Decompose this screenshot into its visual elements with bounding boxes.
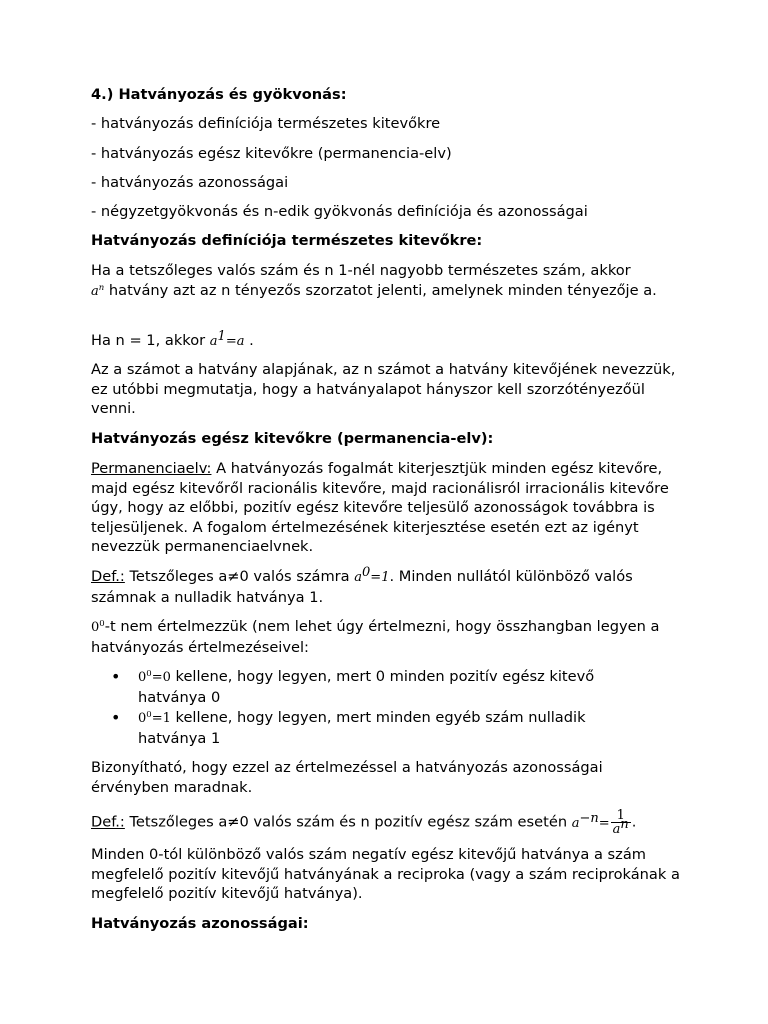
text-run: A hatványozás fogalmát kiterjesztjük minden egész kitevőre, majd egész kitevőről racionális kitevőre, majd racionálisról irracionális kitevőre úgy, hogy az előbbi, pozitív egész kitevőre teljesülő azonosságok továbbra is teljesüljenek. A fogalom értelmezésének kiterjesztése esetén ezt az igényt nevezzük permanenciaelvnek. [91, 460, 669, 555]
paragraph-provable: Bizonyítható, hogy ezzel az értelmezéssel a hatványozás azonosságai érvényben maradnak. [91, 759, 603, 796]
math-rest: =1 [151, 711, 171, 726]
permanence-label: Permanenciaelv: [91, 460, 212, 477]
paragraph-negative-exponent: Minden 0-tól különböző valós szám negatív egész kitevőjű hatványa a szám megfelelő pozitív kitevőjű hatványának a reciproka (vagy a szám reciprokának a megfelelő pozitív kitevőjű hatványa). [91, 846, 680, 902]
text-run: Tetszőleges a≠0 valós számra [124, 568, 355, 585]
text-run: Ha a tetszőleges valós szám és n 1-nél nagyobb természetes szám, akkor [91, 262, 631, 279]
text-run: Ha n = 1, akkor [91, 332, 210, 349]
math-equals: = [598, 815, 610, 831]
bullet-icon: • [111, 708, 121, 727]
def-label: Def.: [91, 568, 125, 585]
text-run: kellene, hogy legyen, mert 0 minden pozitív egész kitevő hatványa 0 [138, 668, 595, 706]
text-run: hatvány azt az n tényezős szorzatot jelenti, amelynek minden tényezője a. [104, 281, 657, 299]
math-base: a [571, 815, 580, 831]
math-power [354, 565, 390, 585]
section-title: 4.) Hatványozás és gyökvonás: [91, 86, 347, 103]
math-rest: =a [225, 334, 245, 349]
text-run: -t nem értelmezzük (nem lehet úgy értelmezni, hogy összhangban legyen a hatványozás értelmezéseivel: [91, 618, 660, 656]
math-exponent: 0 [146, 669, 152, 679]
bullet-list [91, 667, 651, 749]
math-exponent: 1 [217, 329, 226, 344]
math-power [91, 620, 105, 635]
math-fraction [611, 809, 631, 836]
math-base: 0 [138, 711, 147, 726]
text-run: . Minden nullától különböző valós számnak a nulladik hatványa 1. [91, 568, 633, 606]
fraction-numerator: 1 [611, 809, 631, 823]
text-run: . [244, 332, 254, 349]
math-base: 0 [138, 670, 147, 685]
def-label: Def.: [91, 813, 125, 831]
heading-natural-exponent: Hatványozás definíciója természetes kitevőkre: [91, 232, 483, 249]
paragraph-zero-to-zero [91, 617, 681, 657]
topic-item: - hatványozás egész kitevőkre (permanencia-elv) [91, 145, 452, 162]
topic-item: - hatványozás definíciója természetes kitevőkre [91, 115, 441, 132]
math-exponent: n [620, 817, 629, 832]
math-base: a [612, 822, 621, 837]
paragraph-definition [91, 261, 681, 301]
math-power [138, 670, 171, 685]
paragraph-n-equals-one [91, 331, 681, 352]
math-base: a [354, 570, 363, 585]
math-exponent: 0 [362, 565, 371, 580]
topic-item: - négyzetgyökvonás és n-edik gyökvonás definíciója és azonosságai [91, 203, 588, 220]
text-run: Tetszőleges a≠0 valós szám és n pozitív egész szám esetén [124, 813, 572, 831]
heading-integer-exponent: Hatványozás egész kitevőkre (permanencia-elv): [91, 430, 494, 447]
math-exponent: 0 [146, 710, 152, 720]
text-run: . [631, 813, 637, 831]
paragraph-def-negative-exponent [91, 809, 681, 836]
topic-item: - hatványozás azonosságai [91, 174, 289, 191]
heading-identities: Hatványozás azonosságai: [91, 915, 309, 932]
math-exponent: 0 [99, 619, 105, 629]
math-power [571, 810, 610, 831]
math-base: a [209, 334, 218, 349]
math-rest: =0 [151, 670, 171, 685]
text-run: kellene, hogy legyen, mert minden egyéb szám nulladik hatványa 1 [138, 709, 586, 747]
math-power [209, 329, 245, 349]
list-item [91, 667, 651, 708]
bullet-icon: • [111, 667, 121, 686]
math-base: a [91, 283, 99, 299]
paragraph-base-exponent: Az a számot a hatvány alapjának, az n számot a hatvány kitevőjének nevezzük, ez utóbbi megmutatja, hogy a hatványalapot hányszor kell szorzótényezőül venni. [91, 361, 676, 417]
paragraph-def-zero-exponent [91, 567, 681, 607]
fraction-denominator [611, 817, 631, 837]
math-base: 0 [91, 620, 100, 635]
math-exponent: −n [579, 810, 599, 826]
paragraph-permanence [91, 459, 681, 557]
math-power [138, 711, 171, 726]
math-rest: =1 [370, 570, 390, 585]
math-power [91, 284, 104, 299]
list-item [91, 708, 651, 749]
math-exponent: n [98, 282, 105, 293]
